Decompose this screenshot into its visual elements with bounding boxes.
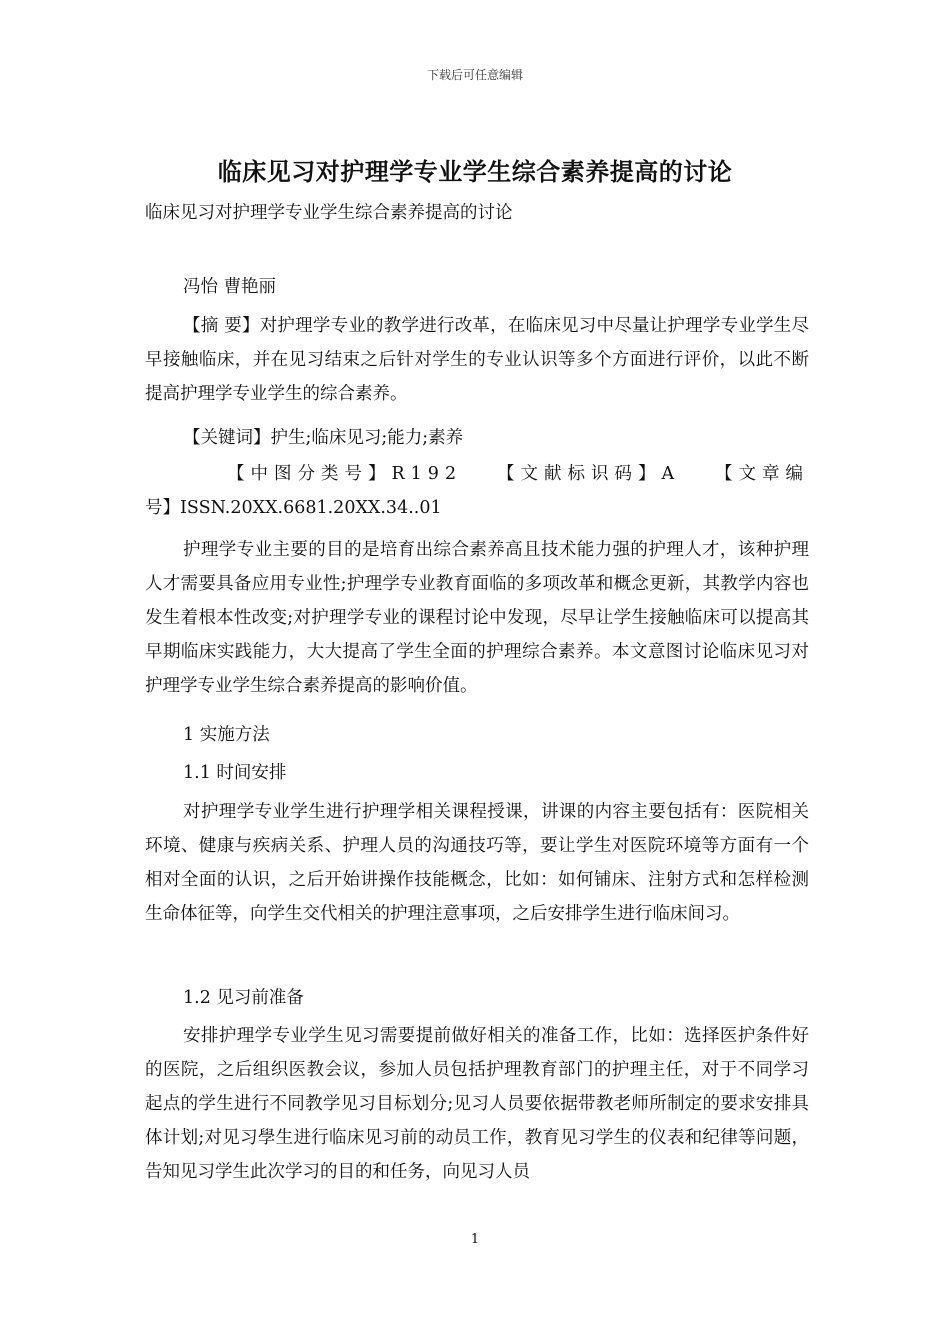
header-note: 下载后可任意编辑	[426, 68, 523, 82]
document-title: 临床见习对护理学专业学生综合素养提高的讨论	[217, 157, 733, 186]
section-heading-1-2: 1.2 见习前准备	[183, 988, 304, 1008]
paragraph-1-1: 对护理学专业学生进行护理学相关课程授课，讲课的内容主要包括有：医院相关环境、健康与疾病关系、护理人员的沟通技巧等，要让学生对医院环境等方面有一个相对全面的认识，之后开始讲操作技能概念，比如：如何铺床、注射方式和怎样检测生命体征等，向学生交代相关的护理注意事项，之后安排学生进行临床间习。	[145, 802, 809, 924]
classification-block	[145, 457, 809, 525]
section-heading-1: 1 实施方法	[183, 725, 270, 745]
page-number: 1	[470, 1232, 480, 1247]
authors: 冯怡 曹艳丽	[183, 277, 277, 297]
article-number-prefix: 【文章编	[715, 464, 809, 484]
article-number-rest: 号】ISSN.20XX.6681.20XX.34..01	[145, 498, 442, 518]
paragraph-1-2: 安排护理学专业学生见习需要提前做好相关的准备工作，比如：选择医护条件好的医院，之后组织医教会议，参加人员包括护理教育部门的护理主任，对于不同学习起点的学生进行不同教学见习目标划分;见习人员要依据带教老师所制定的要求安排具体计划;对见习學生进行临床见习前的动员工作，教育见习学生的仪表和纪律等问题，告知见习学生此次学习的目的和任务，向见习人员	[145, 1026, 809, 1182]
clc-number: 【中图分类号】R192	[227, 464, 463, 484]
intro-paragraph: 护理学专业主要的目的是培育出综合素养高且技术能力强的护理人才，该种护理人才需要具备应用专业性;护理学专业教育面临的多项改革和概念更新，其教学内容也发生着根本性改变;对护理学专业的课程讨论中发现，尽早让学生接触临床可以提高其早期临床实践能力，大大提高了学生全面的护理综合素养。本文意图讨论临床见习对护理学专业学生综合素养提高的影响价值。	[145, 540, 809, 696]
section-heading-1-1: 1.1 时间安排	[183, 763, 287, 783]
keywords: 【关键词】护生;临床见习;能力;素养	[183, 428, 464, 448]
abstract: 【摘 要】对护理学专业的教学进行改革，在临床见习中尽量让护理学专业学生尽早接触临床，并在见习结束之后针对学生的专业认识等多个方面进行评价，以此不断提高护理学专业学生的综合素养。	[145, 316, 809, 404]
document-code: 【文献标识码】A	[496, 464, 681, 484]
document-subtitle: 临床见习对护理学专业学生综合素养提高的讨论	[145, 203, 513, 223]
